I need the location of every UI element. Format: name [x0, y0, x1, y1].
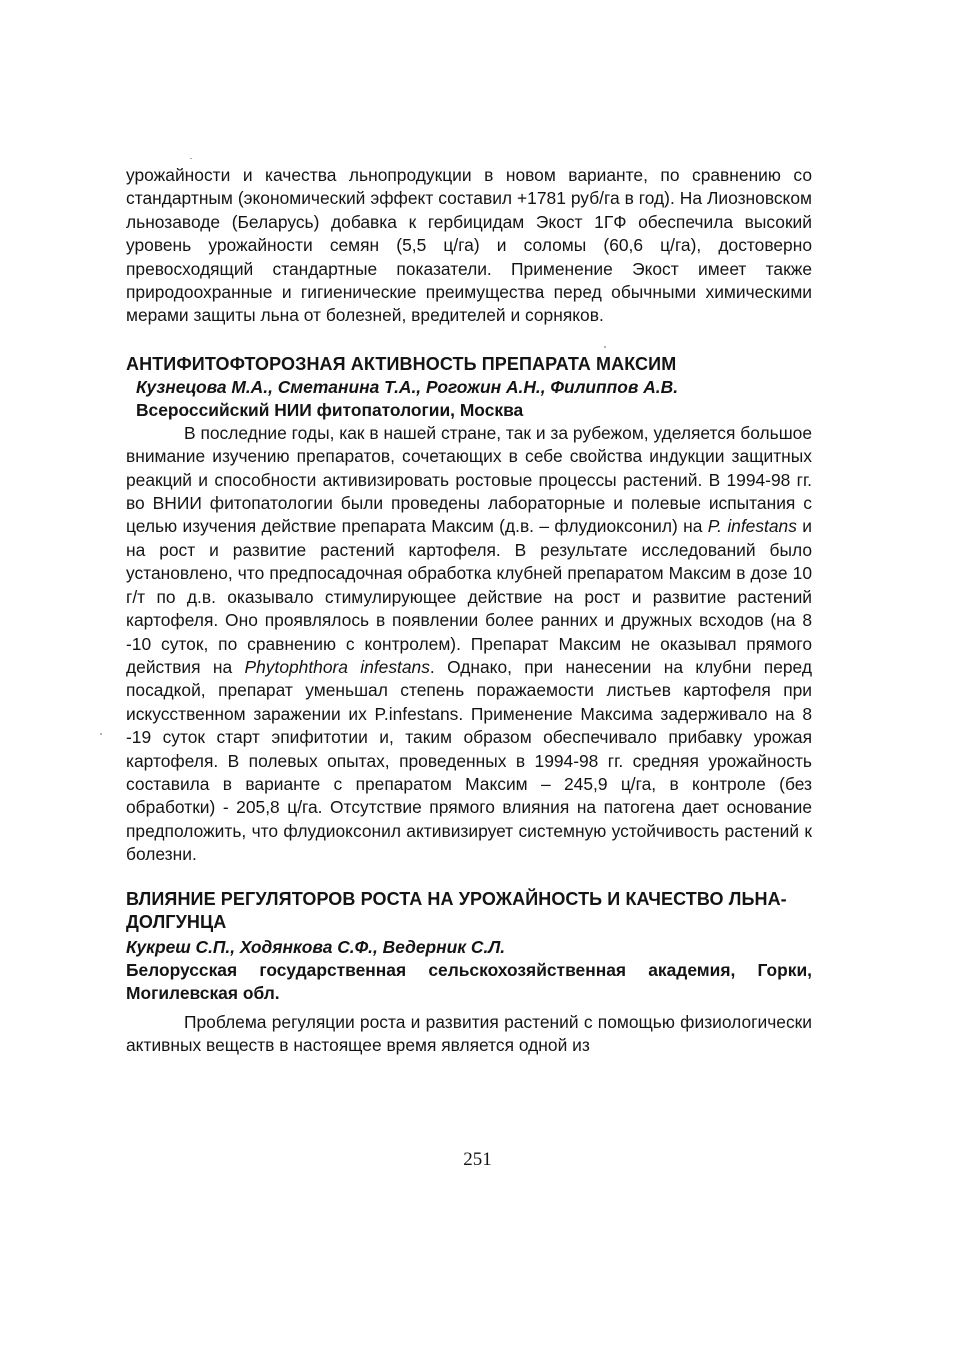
article1-species-short: P. infestans — [707, 516, 797, 537]
article1-body-part1: В последние годы, как в нашей стране, так и за рубежом, уделяется большое внимание изучению препаратов, сочетающих в себе свойства индукции защитных реакций и способности активизировать ростовые процессы растений. В 1994-98 гг. во ВНИИ фитопатологии были проведены лабораторные и полевые испытания с целью изучения действие препарата Максим (д.в. – флудиоксонил) на — [126, 422, 812, 537]
page-number: 251 — [463, 1149, 492, 1170]
scan-speck — [604, 346, 606, 348]
article2-affiliation: Белорусская государственная сельскохозяйственная академия, Горки, Могилевская обл. — [126, 959, 812, 1003]
article1-body-part3: . Однако, при нанесении на клубни перед посадкой, препарат уменьшал степень поражаемости листьев картофеля при искусственном заражении их P.infestans. Применение Максима задерживало на 8 -19 суток старт эпифитотии и, таким образом обеспечивало прибавку урожая картофеля. В полевых опытах, проведенных в 1994-98 гг. средняя урожайность составила в варианте с препаратом Максим – 245,9 ц/га, в контроле (без обработки) - 205,8 ц/га. Отсутствие прямого влияния на патогена дает основание предположить, что флудиоксонил активизирует системную устойчивость растений к болезни. — [126, 656, 812, 865]
page-content — [126, 164, 812, 1057]
article1-species-full: Phytophthora infestans — [244, 656, 430, 677]
article1-authors: Кузнецова М.А., Сметанина Т.А., Рогожин А.Н., Филиппов А.В. — [136, 376, 679, 397]
article2-title: ВЛИЯНИЕ РЕГУЛЯТОРОВ РОСТА НА УРОЖАЙНОСТЬ И КАЧЕСТВО ЛЬНА-ДОЛГУНЦА — [126, 888, 787, 932]
intro-paragraph: урожайности и качества льнопродукции в новом варианте, по сравнению со стандартным (экономический эффект составил +1781 руб/га в год). На Лиозновском льнозаводе (Беларусь) добавка к гербицидам Экост 1ГФ обеспечила высокий уровень урожайности семян (5,5 ц/га) и соломы (60,6 ц/га), достоверно превосходящий стандартные показатели. Применение Экост имеет также природоохранные и гигиенические преимущества перед обычными химическими мерами защиты льна от болезней, вредителей и сорняков. — [126, 165, 812, 326]
article1-title: АНТИФИТОФТОРОЗНАЯ АКТИВНОСТЬ ПРЕПАРАТА МАКСИМ — [126, 353, 677, 374]
scan-speck — [190, 158, 192, 159]
article1-affiliation: Всероссийский НИИ фитопатологии, Москва — [136, 399, 524, 420]
article2-authors: Кукреш С.П., Ходянкова С.Ф., Ведерник С.Л. — [126, 936, 506, 957]
article-growth-regulators — [126, 888, 812, 1058]
article2-body: Проблема регуляции роста и развития растений с помощью физиологически активных веществ в настоящее время является одной из — [126, 1011, 812, 1055]
article-antiphytophthora — [126, 353, 812, 867]
article1-body-part2: и на рост и развитие растений картофеля. В результате исследований было установлено, что предпосадочная обработка клубней препаратом Максим в дозе 10 г/т по д.в. оказывало стимулирующее действие на рост и развитие растений картофеля. Оно проявлялось в появлении более ранних и дружных всходов (на 8 -10 суток, по сравнению с контролем). Препарат Максим не оказывал прямого действия на — [126, 516, 812, 677]
article1-body — [126, 422, 812, 867]
scan-speck — [100, 733, 102, 735]
